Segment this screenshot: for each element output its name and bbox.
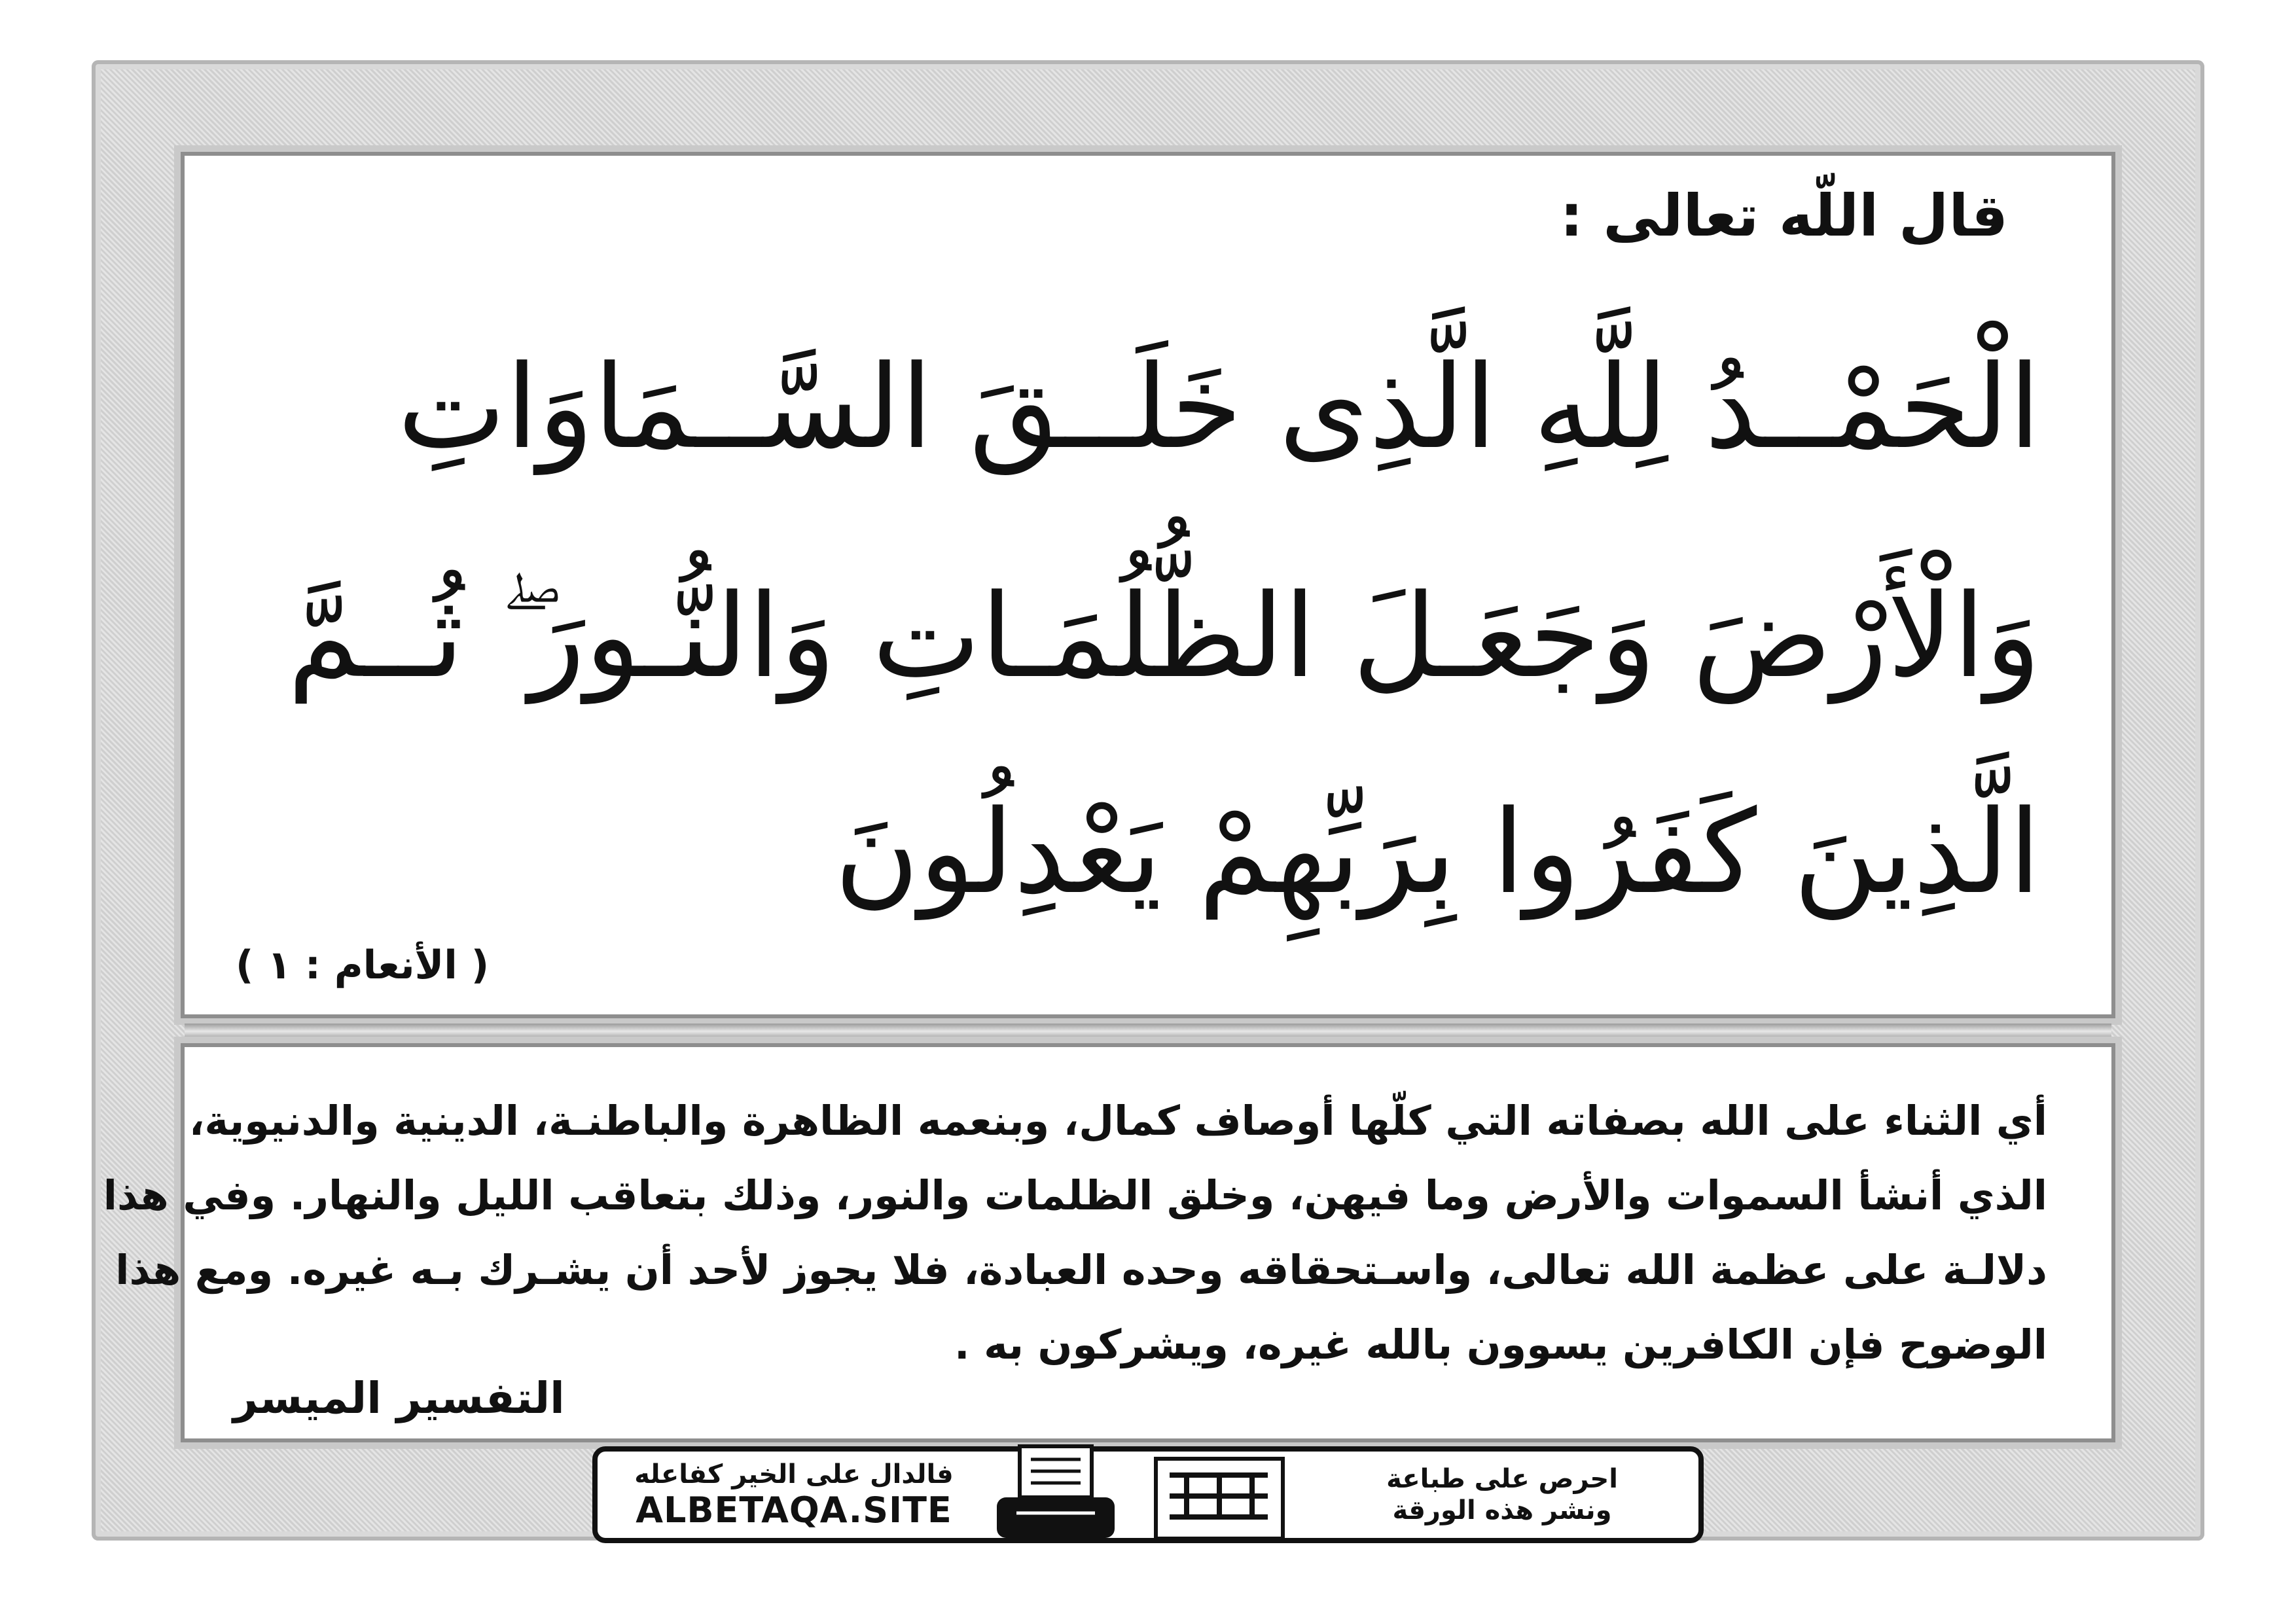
verse-line-1: الْحَمْــدُ لِلَّهِ الَّذِى خَلَــقَ السَّــمَاوَاتِ <box>397 340 2041 474</box>
tafsir-source: التفسير الميسر <box>233 1373 565 1423</box>
footer-hint-line-2: ونشر هذه الورقة <box>1392 1495 1612 1525</box>
dawah-logo-icon <box>1154 1457 1285 1541</box>
footer-bar <box>592 1446 1704 1543</box>
tafsir-line-1: أي الثناء على الله بصفاته التي كلّها أوصاف كمال، وبنعمه الظاهرة والباطنـة، الدينية والدنيوية، <box>188 1097 2047 1145</box>
footer-hint-box <box>1332 1452 1672 1538</box>
panel-divider <box>185 1024 2111 1039</box>
footer-site[interactable]: ALBETAQA.SITE <box>636 1489 952 1531</box>
verse-reference: ( الأنعام : ١ ) <box>236 942 490 988</box>
tafsir-line-3: دلالـة على عظمة الله تعالى، واسـتحقاقه وحده العبادة، فلا يجوز لأحد أن يشـرك بـه غيره. ومع هذا <box>115 1246 2047 1294</box>
printer-icon <box>990 1440 1121 1544</box>
verse-line-3: الَّذِينَ كَفَرُوا بِرَبِّهِمْ يَعْدِلُونَ <box>834 785 2041 919</box>
tafsir-line-4: الوضوح فإن الكافرين يسوون بالله غيره، ويشركون به . <box>954 1321 2047 1368</box>
footer-slogan: فالدال على الخير كفاعله <box>634 1459 954 1489</box>
verse-line-2: وَالْأَرْضَ وَجَعَـلَ الظُّلُمَـاتِ وَالنُّـورَ ۖ ثُــمَّ <box>287 569 2041 704</box>
tafsir-line-2: الذي أنشأ السموات والأرض وما فيهن، وخلق الظلمات والنور، وذلك بتعاقب الليل والنهار. وفي هذا <box>103 1171 2047 1219</box>
intro-text: قال اللّه تعالى : <box>1560 182 2008 249</box>
footer-site-box <box>624 1452 964 1538</box>
footer-hint-line-1: احرص على طباعة <box>1386 1464 1618 1494</box>
